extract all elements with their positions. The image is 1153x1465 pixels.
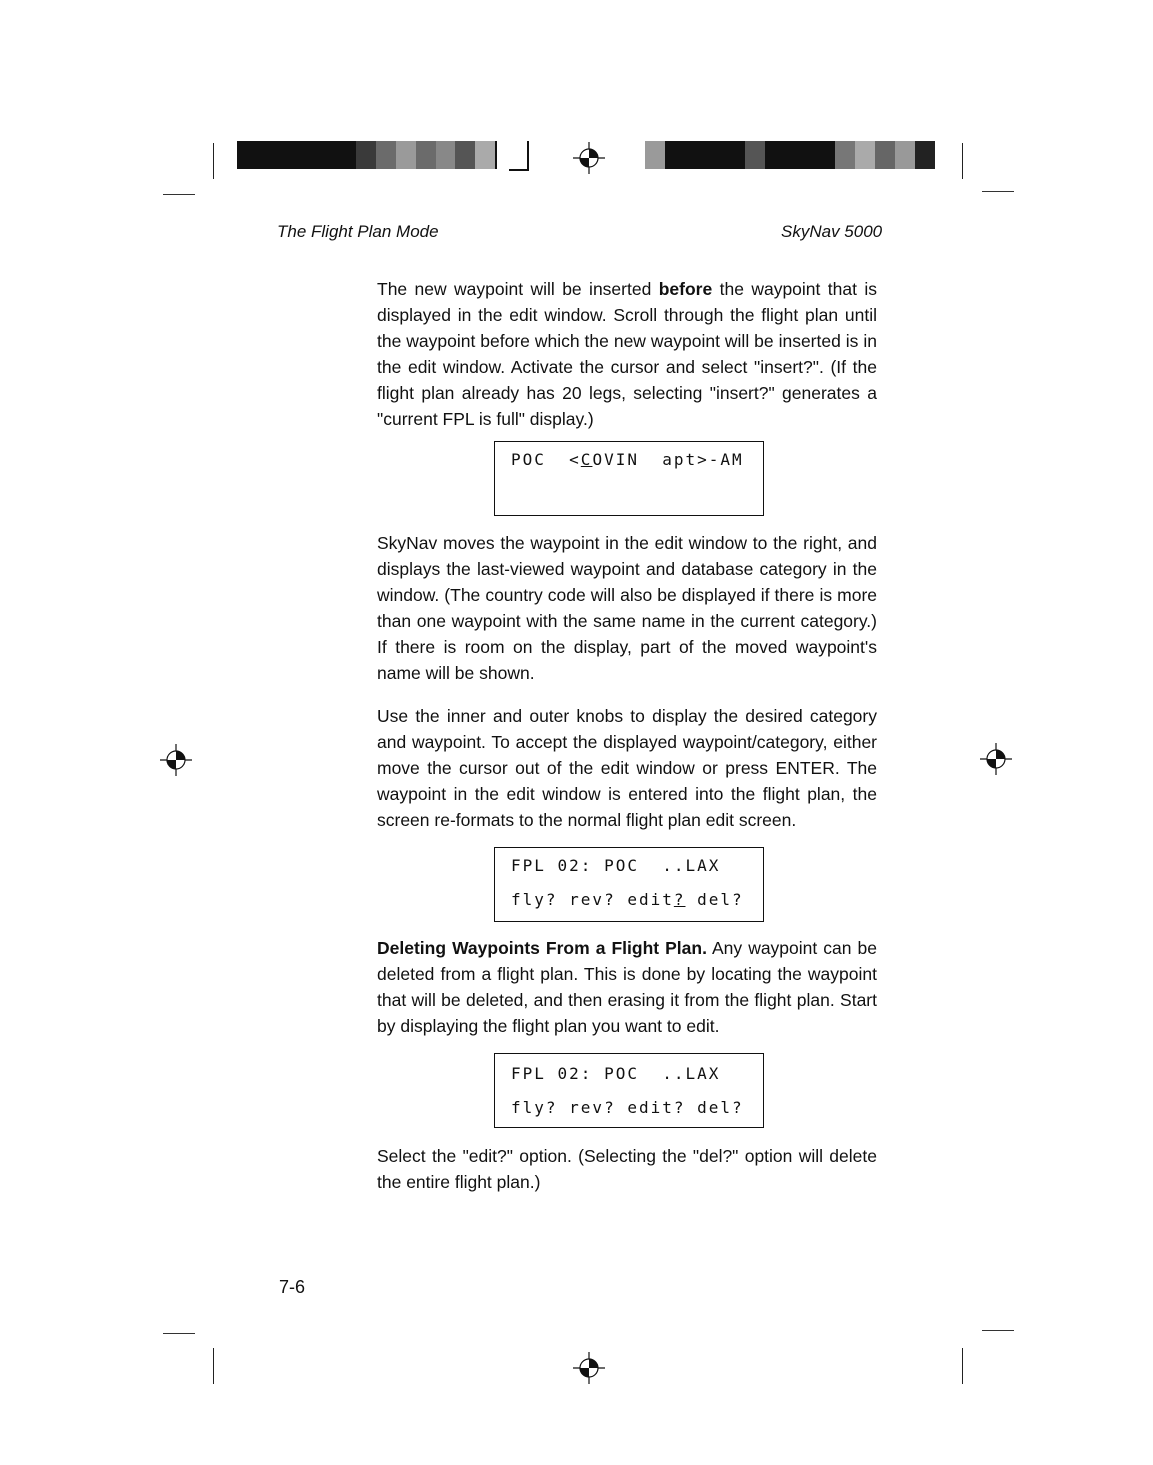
paragraph-knobs: Use the inner and outer knobs to display the desired category and waypoint. To accept the displayed waypoint/category, either move the cursor out of the edit window or press ENTER. The waypoint in the edit window is entered into the flight plan, the screen re-formats to the normal flight plan edit screen.: [377, 706, 877, 830]
lcd-display-edit-cursor-line1: FPL 02: POC ..LAX: [511, 856, 721, 875]
crop-mark-bottom-left-vertical: [213, 1348, 214, 1384]
crop-mark-bottom-left-horizontal: [163, 1333, 195, 1334]
registration-mark-left-icon: [160, 744, 192, 776]
crop-mark-top-right-horizontal: [982, 191, 1014, 192]
color-bar-right: [645, 141, 935, 169]
p1-bold-word: before: [658, 279, 713, 299]
paragraph-moves-waypoint: SkyNav moves the waypoint in the edit window to the right, and displays the last-viewed waypoint and database category in the window. (The country code will also be displayed if there is more than one waypoint with the same name in the current category.) If there is room on the display, part of the moved waypoint's name will be shown.: [377, 533, 877, 683]
crop-mark-top-left-vertical: [213, 143, 214, 179]
color-bar-left: [237, 141, 529, 169]
running-header-left: The Flight Plan Mode: [277, 222, 439, 241]
lcd-display-flight-plan-line1: FPL 02: POC ..LAX: [511, 1064, 721, 1083]
lcd-display-insert: [494, 441, 764, 516]
section-heading-deleting-waypoints: Deleting Waypoints From a Flight Plan.: [377, 938, 707, 958]
lcd-display-flight-plan: [494, 1053, 764, 1128]
p1-text-end: the waypoint that is displayed in the edit window. Scroll through the flight plan until the waypoint before which the new waypoint will be inserted is in the edit window. Activate the cursor and select "insert?". (If the flight plan already has 20 legs, selecting "insert?" generates a "current FPL is full" display.): [377, 279, 877, 429]
paragraph-deleting-waypoints: [377, 935, 877, 1039]
lcd-cursor: ?: [673, 890, 686, 909]
lcd-cursor: C: [580, 450, 593, 469]
crop-mark-top-right-vertical: [962, 143, 963, 179]
page-number: 7-6: [279, 1277, 306, 1297]
p1-text-start: The new waypoint will be inserted: [377, 279, 659, 299]
paragraph-select-edit: Select the "edit?" option. (Selecting the "del?" option will delete the entire flight plan.): [377, 1146, 877, 1192]
crop-mark-bottom-right-vertical: [962, 1348, 963, 1384]
running-header-right: SkyNav 5000: [781, 222, 883, 241]
lcd-display-edit-cursor-line2: fly? rev? edit? del?: [511, 890, 744, 909]
p4-body: Any waypoint can be deleted from a flight plan. This is done by locating the waypoint that will be deleted, and then erasing it from the flight plan. Start by displaying the flight plan you want to edit.: [377, 938, 877, 1036]
crop-mark-bottom-right-horizontal: [982, 1330, 1014, 1331]
lcd-display-insert-line1: POC <COVIN apt>-AM: [511, 450, 744, 469]
registration-mark-right-icon: [980, 743, 1012, 775]
lcd-display-flight-plan-line2: fly? rev? edit? del?: [511, 1098, 744, 1117]
paragraph-insert-waypoint: [377, 276, 877, 432]
registration-mark-top-icon: [573, 142, 605, 174]
crop-mark-top-left-horizontal: [163, 194, 195, 195]
lcd-display-edit-cursor: [494, 847, 764, 922]
registration-mark-bottom-icon: [573, 1352, 605, 1384]
